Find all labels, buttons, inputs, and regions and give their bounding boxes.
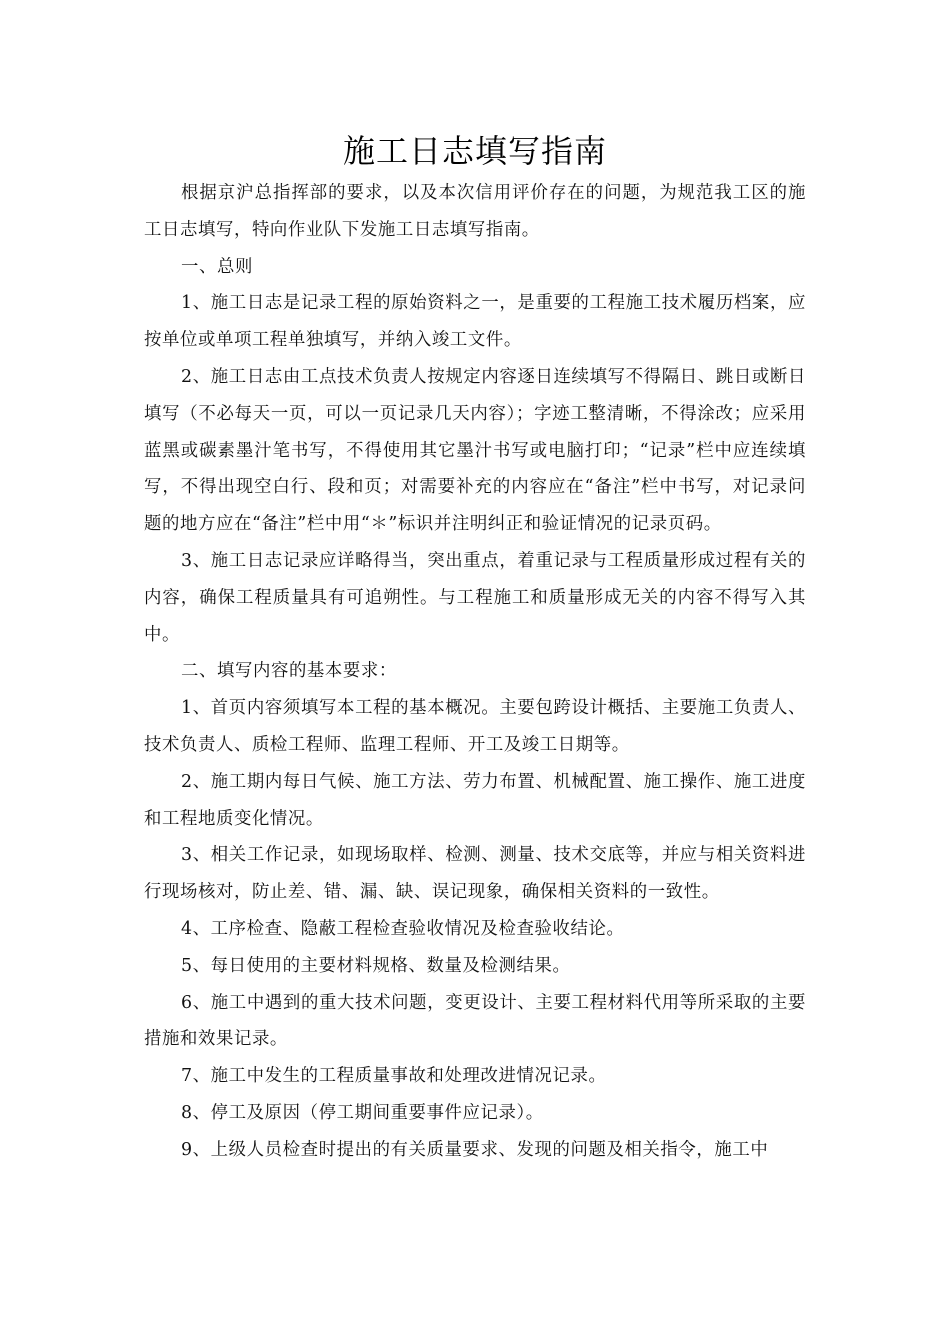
requirement-item-4: 4、工序检查、隐蔽工程检查验收情况及检查验收结论。 [181,918,625,939]
general-item-2: 2、施工日志由工点技术负责人按规定内容逐日连续填写不得隔日、跳日或断日填写（不必每天一页，可以一页记录几天内容）；字迹工整清晰，不得涂改；应采用蓝黑或碳素墨汁笔书写，不得使用其它墨汁书写或电脑打印；“记录”栏中应连续填写，不得出现空白行、段和页；对需要补充的内容应在“备注”栏中书写，对记录问题的地方应在“备注”栏中用“＊”标识并注明纠正和验证情况的记录页码。 [144,366,806,535]
requirement-item-9: 9、上级人员检查时提出的有关质量要求、发现的问题及相关指令，施工中 [181,1139,769,1160]
requirement-item-3: 3、相关工作记录，如现场取样、检测、测量、技术交底等，并应与相关资料进行现场核对，防止差、错、漏、缺、误记现象，确保相关资料的一致性。 [144,845,806,903]
section-heading-general: 一、总则 [181,256,253,277]
document-body [144,175,806,1169]
requirement-item-7: 7、施工中发生的工程质量事故和处理改进情况记录。 [181,1066,607,1087]
requirement-item-1: 1、首页内容须填写本工程的基本概况。主要包跨设计概括、主要施工负责人、技术负责人、质检工程师、监理工程师、开工及竣工日期等。 [144,698,806,755]
section-heading-requirements: 二、填写内容的基本要求： [181,661,397,682]
requirement-item-5: 5、每日使用的主要材料规格、数量及检测结果。 [181,955,571,976]
requirement-item-6: 6、施工中遇到的重大技术问题，变更设计、主要工程材料代用等所采取的主要措施和效果记录。 [144,992,806,1050]
general-item-3: 3、施工日志记录应详略得当，突出重点，着重记录与工程质量形成过程有关的内容，确保工程质量具有可追朔性。与工程施工和质量形成无关的内容不得写入其中。 [144,550,806,645]
requirement-item-8: 8、停工及原因（停工期间重要事件应记录）。 [181,1102,544,1123]
requirement-item-2: 2、施工期内每日气候、施工方法、劳力布置、机械配置、施工操作、施工进度和工程地质变化情况。 [144,771,806,829]
document-title: 施工日志填写指南 [342,132,607,170]
intro-paragraph: 根据京沪总指挥部的要求，以及本次信用评价存在的问题，为规范我工区的施工日志填写，特向作业队下发施工日志填写指南。 [144,183,806,240]
general-item-1: 1、施工日志是记录工程的原始资料之一，是重要的工程施工技术履历档案，应按单位或单项工程单独填写，并纳入竣工文件。 [144,293,806,351]
